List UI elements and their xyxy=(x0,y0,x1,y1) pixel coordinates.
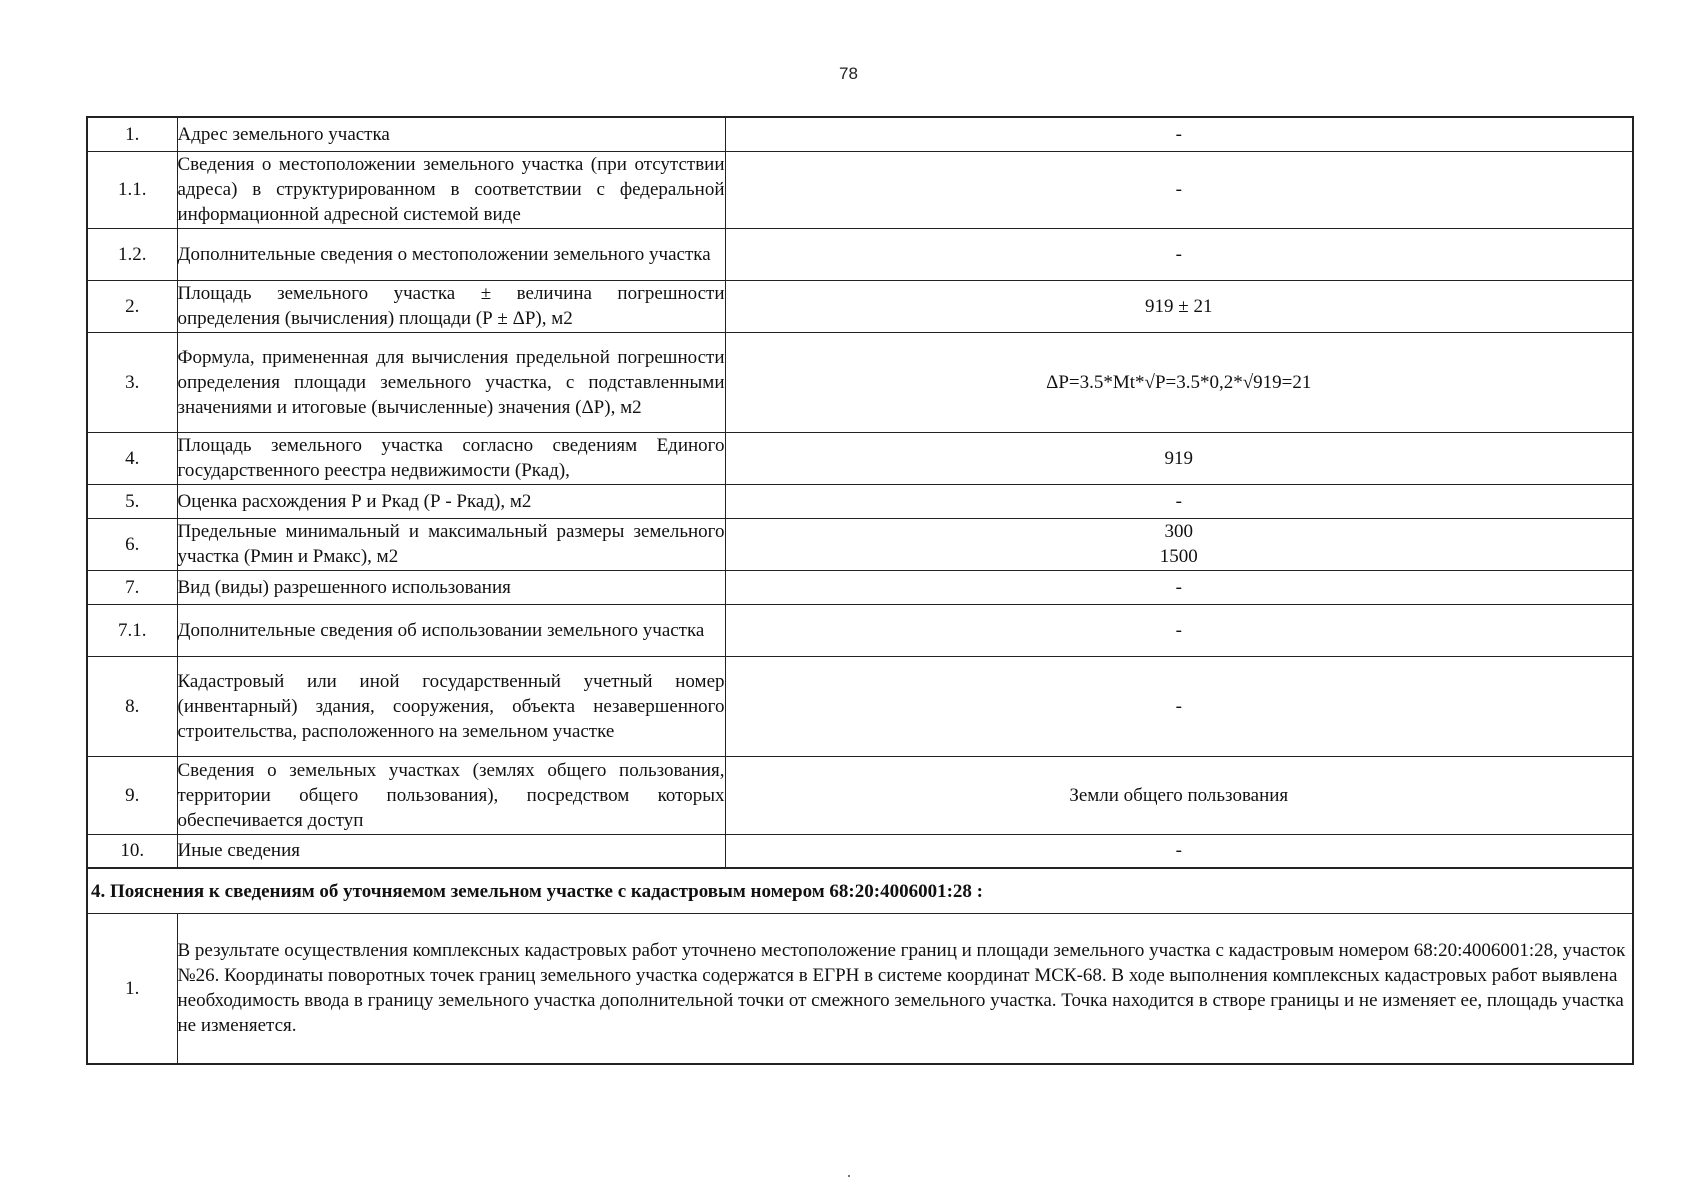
row-value: - xyxy=(725,604,1633,656)
row-number: 4. xyxy=(87,432,177,484)
row-value: - xyxy=(725,570,1633,604)
row-value: - xyxy=(725,656,1633,756)
note-text: В результате осуществления комплексных кадастровых работ уточнено местоположение границ и площади земельного участка с кадастровым номером 68:20:4006001:28, участок №26. Координаты поворотных точек границ земельного участка содержатся в ЕГРН в системе координат МСК-68. В ходе выполнения комплексных кадастровых работ выявлена необходимость ввода в границу земельного участка дополнительной точки от смежного земельного участка. Точка находится в створе границы и не изменяет ее, площадь участка не изменяется. xyxy=(177,914,1633,1064)
row-label: Иные сведения xyxy=(177,834,725,868)
row-value: ΔР=3.5*Mt*√Р=3.5*0,2*√919=21 xyxy=(725,332,1633,432)
row-label: Сведения о местоположении земельного участка (при отсутствии адреса) в структурированном в соответствии с федеральной информационной адресной системой виде xyxy=(177,151,725,228)
row-number: 9. xyxy=(87,756,177,834)
table-row xyxy=(87,604,1633,656)
table-row xyxy=(87,756,1633,834)
row-number: 1.2. xyxy=(87,228,177,280)
row-number: 1.1. xyxy=(87,151,177,228)
table-row xyxy=(87,834,1633,868)
table-row xyxy=(87,280,1633,332)
note-number: 1. xyxy=(87,914,177,1064)
scan-artifact-dot xyxy=(848,1175,850,1177)
row-label: Площадь земельного участка согласно сведениям Единого государственного реестра недвижимости (Ркад), xyxy=(177,432,725,484)
land-plot-table xyxy=(86,116,1634,1065)
row-label: Предельные минимальный и максимальный размеры земельного участка (Рмин и Рмакс), м2 xyxy=(177,518,725,570)
row-number: 7.1. xyxy=(87,604,177,656)
row-number: 8. xyxy=(87,656,177,756)
row-label: Оценка расхождения Р и Ркад (Р - Ркад), м2 xyxy=(177,484,725,518)
row-label: Адрес земельного участка xyxy=(177,117,725,151)
row-value: 919 ± 21 xyxy=(725,280,1633,332)
row-value: - xyxy=(725,484,1633,518)
row-label: Кадастровый или иной государственный учетный номер (инвентарный) здания, сооружения, объекта незавершенного строительства, расположенного на земельном участке xyxy=(177,656,725,756)
table-row xyxy=(87,332,1633,432)
row-value: - xyxy=(725,151,1633,228)
row-label: Вид (виды) разрешенного использования xyxy=(177,570,725,604)
row-value: - xyxy=(725,228,1633,280)
row-label: Дополнительные сведения о местоположении земельного участка xyxy=(177,228,725,280)
table-row xyxy=(87,656,1633,756)
table-row xyxy=(87,432,1633,484)
row-number: 1. xyxy=(87,117,177,151)
row-label: Формула, примененная для вычисления предельной погрешности определения площади земельного участка, с подставленными значениями и итоговые (вычисленные) значения (ΔР), м2 xyxy=(177,332,725,432)
row-number: 6. xyxy=(87,518,177,570)
note-row xyxy=(87,914,1633,1064)
max-size-value: 1500 xyxy=(1159,546,1198,567)
page-number: 78 xyxy=(839,64,858,83)
row-value: Земли общего пользования xyxy=(725,756,1633,834)
table-row xyxy=(87,570,1633,604)
row-label: Площадь земельного участка ± величина погрешности определения (вычисления) площади (Р ± ΔР), м2 xyxy=(177,280,725,332)
row-value: - xyxy=(725,117,1633,151)
table-row xyxy=(87,228,1633,280)
row-value: - xyxy=(725,834,1633,868)
document-sheet xyxy=(86,116,1634,1065)
row-number: 5. xyxy=(87,484,177,518)
section-title: 4. Пояснения к сведениям об уточняемом земельном участке с кадастровым номером 68:20:4006001:28 : xyxy=(87,868,1633,914)
table-row xyxy=(87,151,1633,228)
row-number: 2. xyxy=(87,280,177,332)
row-label: Сведения о земельных участках (землях общего пользования, территории общего пользования), посредством которых обеспечивается доступ xyxy=(177,756,725,834)
section-heading-row xyxy=(87,868,1633,914)
table-row xyxy=(87,484,1633,518)
table-row xyxy=(87,518,1633,570)
row-number: 7. xyxy=(87,570,177,604)
row-number: 3. xyxy=(87,332,177,432)
row-value xyxy=(725,518,1633,570)
row-value: 919 xyxy=(725,432,1633,484)
row-number: 10. xyxy=(87,834,177,868)
min-size-value: 300 xyxy=(1164,521,1193,542)
table-row xyxy=(87,117,1633,151)
row-label: Дополнительные сведения об использовании земельного участка xyxy=(177,604,725,656)
